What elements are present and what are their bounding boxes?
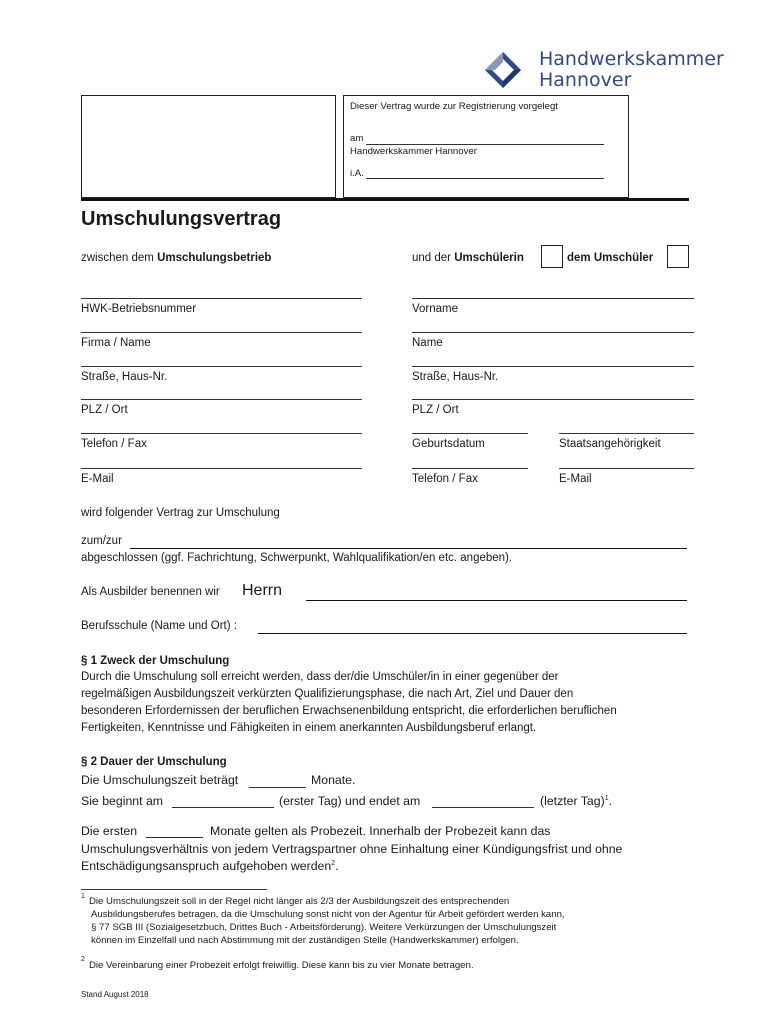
hwk-nummer-field[interactable]: [81, 298, 362, 299]
hwk-logo-icon: [483, 50, 523, 90]
umschueler-checkbox[interactable]: [667, 245, 689, 268]
email-left-label: E-Mail: [81, 473, 114, 485]
berufsschule-label: Berufsschule (Name und Ort) :: [81, 620, 237, 632]
zum-field[interactable]: [130, 548, 687, 549]
registration-box: [343, 95, 629, 198]
abgeschlossen-text: abgeschlossen (ggf. Fachrichtung, Schwerpunkt, Wahlqualifikation/en etc. angeben).: [81, 552, 513, 564]
registration-title: Dieser Vertrag wurde zur Registrierung vorgelegt: [350, 101, 558, 112]
registration-ia-label: i.A.: [350, 168, 364, 179]
org-name-line2: Hannover: [539, 69, 632, 91]
probezeit-field[interactable]: [146, 837, 203, 838]
telefon-left-field[interactable]: [81, 433, 362, 434]
umschuelerin-checkbox[interactable]: [541, 245, 563, 268]
plz-left-label: PLZ / Ort: [81, 404, 128, 416]
strasse-left-label: Straße, Haus-Nr.: [81, 371, 168, 383]
firma-field[interactable]: [81, 332, 362, 333]
footnote1-line3: § 77 SGB III (Sozialgesetzbuch, Drittes Buch - Arbeitsförderung). Weitere Verkürzungen der Umschulungszeit: [91, 922, 557, 933]
logo: [483, 48, 724, 91]
org-name-line1: Handwerkskammer: [539, 48, 724, 70]
section1-line3: besonderen Erfordernissen der beruflichen Erwachsenenbildung entspricht, die erforderlichen beruflichen: [81, 705, 617, 717]
geburtsdatum-field[interactable]: [412, 433, 528, 434]
plz-right-field[interactable]: [412, 399, 694, 400]
registration-date-line: [366, 144, 604, 145]
strasse-right-field[interactable]: [412, 366, 694, 367]
registration-am-label: am: [350, 133, 364, 144]
email-right-field[interactable]: [559, 468, 694, 469]
beginn-field[interactable]: [172, 807, 274, 808]
section1-line2: regelmäßigen Ausbildungszeit verkürzten Qualifizierungsphase, die nach Art, Ziel und Dauer den: [81, 688, 574, 700]
footnote1-number: 1: [81, 893, 85, 900]
umschueler-label: dem Umschüler: [567, 252, 654, 264]
staatsangehoerigkeit-label: Staatsangehörigkeit: [559, 438, 661, 450]
footnote1-line4: können im Einzelfall und nach Abstimmung mit der zuständigen Stelle (Handwerkskammer) erfolgen.: [91, 935, 519, 946]
berufsschule-field[interactable]: [258, 633, 687, 634]
vorname-label: Vorname: [412, 303, 459, 315]
geburtsdatum-label: Geburtsdatum: [412, 438, 485, 450]
footnote1-line2: Ausbildungsberufes betragen, da die Umschulung sonst nicht von der Agentur für Arbeit gefördert werden kann,: [91, 909, 565, 920]
strasse-left-field[interactable]: [81, 366, 362, 367]
staatsangehoerigkeit-field[interactable]: [559, 433, 694, 434]
party-left-heading: zwischen dem Umschulungsbetrieb: [81, 252, 272, 264]
header-rule: [81, 198, 689, 201]
registration-org: Handwerkskammer Hannover: [350, 146, 477, 157]
footnote1-line1: Die Umschulungszeit soll in der Regel nicht länger als 2/3 der Ausbildungszeit des entsprechenden: [89, 896, 510, 907]
footnote-rule: [81, 889, 267, 890]
footer-stand: Stand August 2018: [81, 990, 149, 999]
ausbilder-value: Herrn: [242, 582, 283, 599]
probe-prefix: Die ersten: [81, 824, 138, 838]
footnote2-text: Die Vereinbarung einer Probezeit erfolgt freiwillig. Diese kann bis zu vier Monate betragen.: [89, 960, 474, 971]
section2-heading: § 2 Dauer der Umschulung: [81, 756, 227, 768]
vorname-field[interactable]: [412, 298, 694, 299]
plz-right-label: PLZ / Ort: [412, 404, 459, 416]
ausbilder-field[interactable]: [306, 600, 687, 601]
ende-field[interactable]: [432, 807, 534, 808]
hwk-nummer-label: HWK-Betriebsnummer: [81, 303, 197, 315]
firma-label: Firma / Name: [81, 337, 151, 349]
section1-line4: Fertigkeiten, Kenntnisse und Fähigkeiten in einem anerkannten Ausbildungsberuf erlangt.: [81, 722, 537, 734]
name-field[interactable]: [412, 332, 694, 333]
probe-line3: Entschädigungsanspruch aufgehoben werden$^2$.: [81, 859, 339, 873]
probe-line1: Monate gelten als Probezeit. Innerhalb der Probezeit kann das: [210, 824, 551, 838]
zum-label: zum/zur: [81, 535, 122, 547]
beginnt-prefix: Sie beginnt am: [81, 794, 164, 808]
email-left-field[interactable]: [81, 468, 362, 469]
contract-intro: wird folgender Vertrag zur Umschulung: [81, 507, 280, 519]
plz-left-field[interactable]: [81, 399, 362, 400]
zeit-suffix: Monate.: [311, 773, 356, 787]
telefon-left-label: Telefon / Fax: [81, 438, 147, 450]
letzter-tag-text: (letzter Tag)$^1$.: [540, 794, 613, 808]
section1-heading: § 1 Zweck der Umschulung: [81, 655, 230, 667]
email-right-label: E-Mail: [559, 473, 592, 485]
stamp-box: [81, 95, 336, 198]
strasse-right-label: Straße, Haus-Nr.: [412, 371, 499, 383]
name-label: Name: [412, 337, 443, 349]
zeit-field[interactable]: [249, 787, 306, 788]
footnote2-number: 2: [81, 956, 85, 963]
telefon-right-label: Telefon / Fax: [412, 473, 478, 485]
probe-line2: Umschulungsverhältnis von jedem Vertragspartner ohne Einhaltung einer Kündigungsfrist und ohne: [81, 842, 623, 856]
telefon-right-field[interactable]: [412, 468, 528, 469]
ausbilder-label: Als Ausbilder benennen wir: [81, 586, 220, 598]
registration-signature-line: [366, 178, 604, 179]
page-title: Umschulungsvertrag: [81, 208, 282, 230]
zeit-prefix: Die Umschulungszeit beträgt: [81, 773, 239, 787]
erster-tag-text: (erster Tag) und endet am: [279, 794, 421, 808]
section1-line1: Durch die Umschulung soll erreicht werden, dass der/die Umschüler/in in einer gegenüber der: [81, 671, 559, 683]
party-right-heading: und der Umschülerin: [412, 252, 524, 264]
